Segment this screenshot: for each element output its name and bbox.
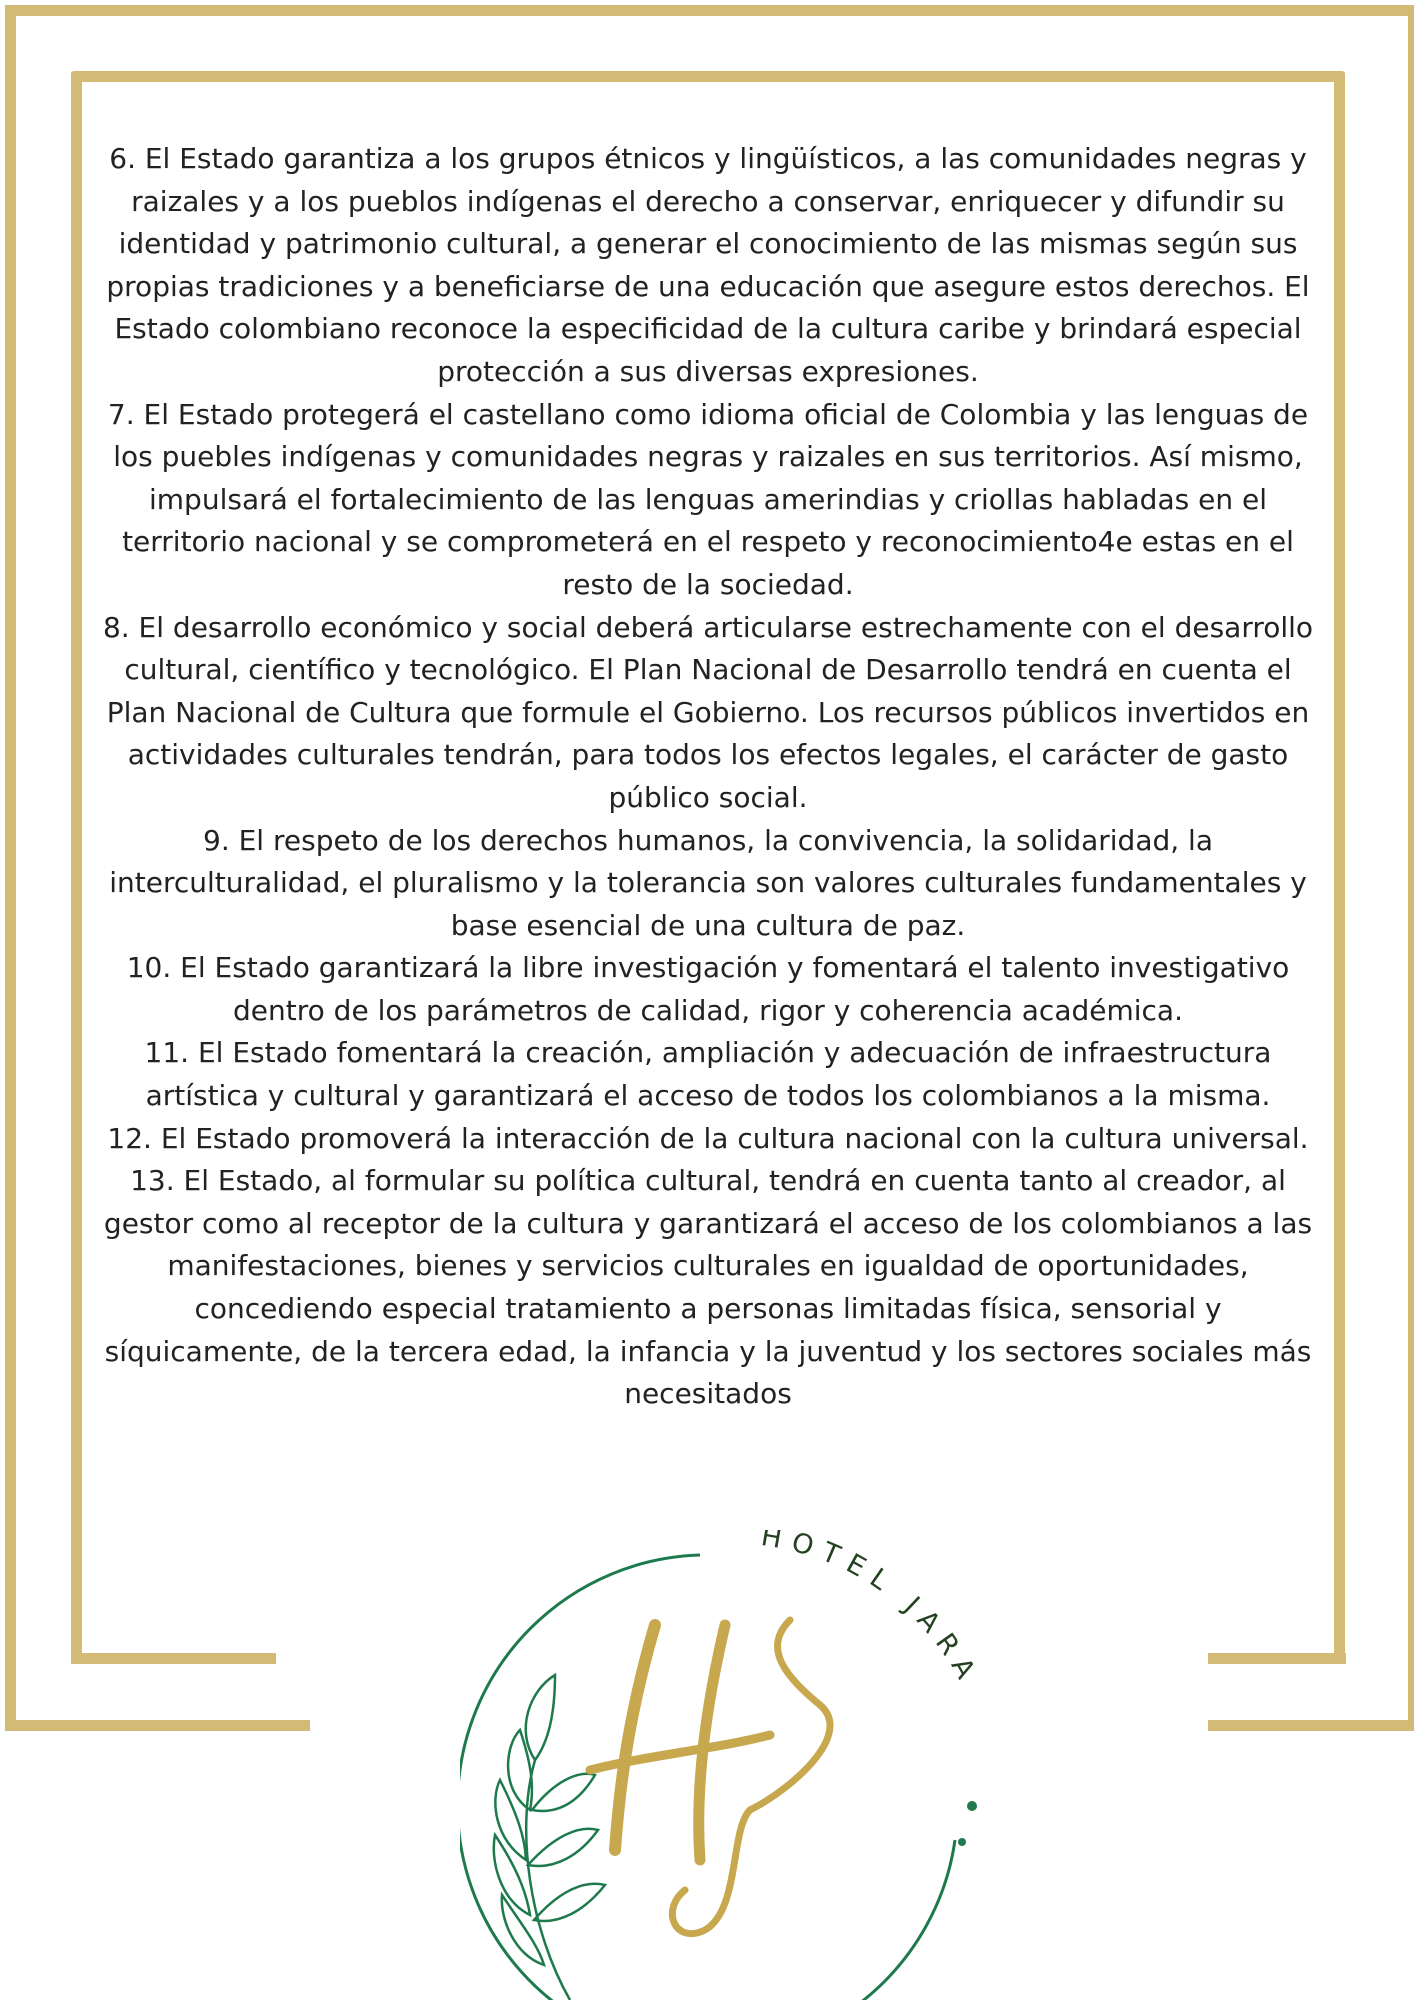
leaf-branch-icon bbox=[494, 1675, 605, 2000]
document-body bbox=[100, 138, 1316, 1416]
hotel-jara-logo-graphic bbox=[460, 1530, 1020, 2000]
logo-circle-arc bbox=[460, 1555, 955, 2000]
logo-dot-upper bbox=[967, 1801, 977, 1811]
paragraph-9: 9. El respeto de los derechos humanos, la convivencia, la solidaridad, la interculturalidad, el pluralismo y la tolerancia son valores culturales fundamentales y base esencial de una cultura de paz. bbox=[109, 823, 1307, 942]
hotel-name-text: HOTEL JARA bbox=[758, 1530, 986, 1693]
inner-frame-bottom-right-segment bbox=[1208, 1653, 1346, 1664]
paragraph-12: 12. El Estado promoverá la interacción de la cultura nacional con la cultura universal. bbox=[107, 1121, 1309, 1155]
paragraph-11: 11. El Estado fomentará la creación, ampliación y adecuación de infraestructura artística y cultural y garantizará el acceso de todos los colombianos a la misma. bbox=[144, 1036, 1272, 1113]
outer-frame-bottom-right-segment bbox=[1208, 1720, 1414, 1731]
outer-frame-bottom-left-segment bbox=[5, 1720, 310, 1731]
paragraph-13: 13. El Estado, al formular su política cultural, tendrá en cuenta tanto al creador, al gestor como al receptor de la cultura y garantizará el acceso de los colombianos a las manifestaciones, bienes y servicios culturales en igualdad de oportunidades, concediendo especial tratamiento a personas limitadas física, sensorial y síquicamente, de la tercera edad, la infancia y la juventud y los sectores sociales más necesitados bbox=[103, 1164, 1313, 1411]
hotel-jara-logo bbox=[460, 1530, 1020, 2000]
paragraph-10: 10. El Estado garantizará la libre investigación y fomentará el talento investigativo dentro de los parámetros de calidad, rigor y coherencia académica. bbox=[126, 951, 1290, 1027]
logo-dot-lower bbox=[958, 1838, 966, 1846]
paragraph-6: 6. El Estado garantiza a los grupos étnicos y lingüísticos, a las comunidades negras y raizales y a los pueblos indígenas el derecho a conservar, enriquecer y difundir su identidad y patrimonio cultural, a generar el conocimiento de las mismas según sus propias tradiciones y a beneficiarse de una educación que asegure estos derechos. El Estado colombiano reconoce la especificidad de la cultura caribe y brindará especial protección a sus diversas expresiones. bbox=[106, 142, 1310, 388]
inner-frame-bottom-left-segment bbox=[71, 1653, 276, 1664]
paragraph-8: 8. El desarrollo económico y social deberá articularse estrechamente con el desarrollo cultural, científico y tecnológico. El Plan Nacional de Desarrollo tendrá en cuenta el Plan Nacional de Cultura que formule el Gobierno. Los recursos públicos invertidos en actividades culturales tendrán, para todos los efectos legales, el carácter de gasto público social. bbox=[102, 610, 1314, 814]
hj-monogram-icon bbox=[590, 1620, 830, 1934]
paragraph-7: 7. El Estado protegerá el castellano como idioma oficial de Colombia y las lenguas de los puebles indígenas y comunidades negras y raizales en sus territorios. Así mismo, impulsará el fortalecimiento de las lenguas amerindias y criollas habladas en el territorio nacional y se comprometerá en el respeto y reconocimiento4e estas en el resto de la sociedad. bbox=[107, 397, 1309, 601]
